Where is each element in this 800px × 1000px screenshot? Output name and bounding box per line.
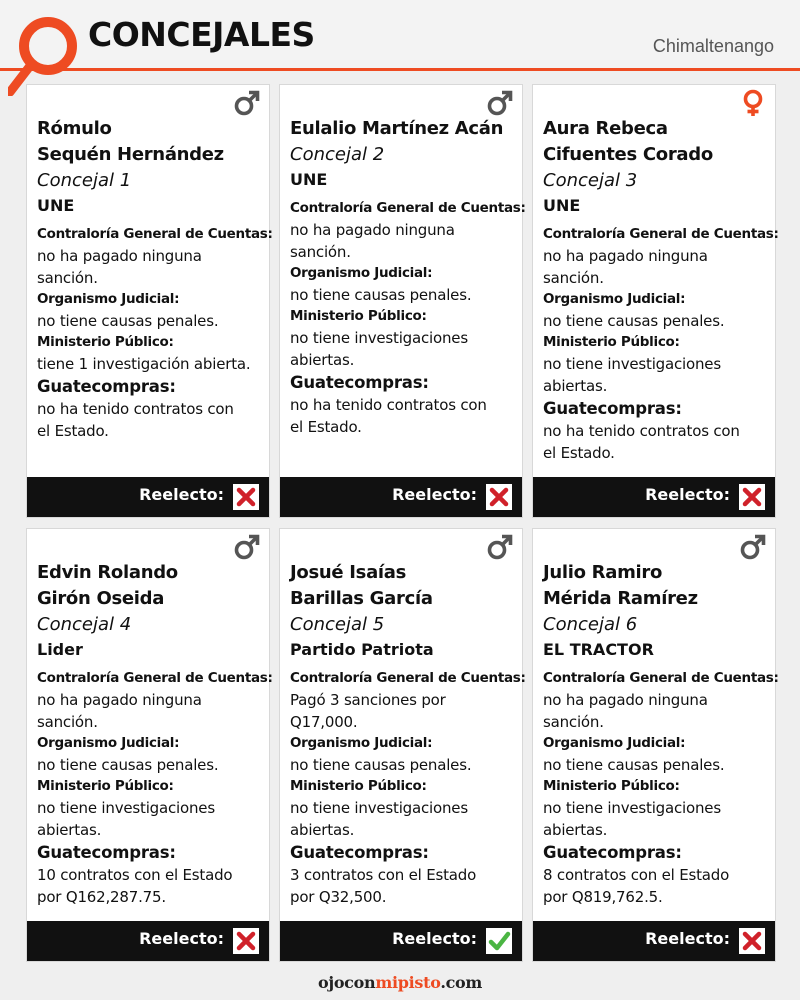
- contraloria-value: no ha pagado ninguna: [37, 247, 202, 265]
- male-icon: [233, 533, 261, 561]
- ministerio-value: abiertas.: [290, 351, 355, 369]
- card-body: [290, 116, 526, 438]
- cross-icon: [233, 928, 259, 954]
- contraloria-label: Contraloría General de Cuentas:: [290, 200, 526, 216]
- contraloria-value: sanción.: [543, 713, 604, 731]
- reelecto-label: Reelecto:: [392, 929, 477, 948]
- candidate-role: Concejal 1: [37, 170, 132, 191]
- reelecto-bar: [533, 921, 775, 961]
- contraloria-value: sanción.: [290, 243, 351, 261]
- concejal-card: [26, 84, 273, 518]
- ministerio-value: no tiene investigaciones: [290, 329, 468, 347]
- candidate-role: Concejal 3: [543, 170, 638, 191]
- candidate-name: Julio Ramiro: [543, 562, 663, 583]
- cross-icon: [739, 928, 765, 954]
- concejal-card: [532, 528, 779, 962]
- contraloria-value: sanción.: [543, 269, 604, 287]
- candidate-name: Eulalio Martínez Acán: [290, 118, 504, 139]
- candidate-surname: Mérida Ramírez: [543, 588, 698, 609]
- site-part1: ojocon: [317, 973, 376, 992]
- ministerio-value: tiene 1 investigación abierta.: [37, 355, 251, 373]
- judicial-value: no tiene causas penales.: [37, 312, 219, 330]
- contraloria-value: no ha pagado ninguna: [543, 691, 708, 709]
- male-icon: [486, 533, 514, 561]
- judicial-label: Organismo Judicial:: [290, 265, 433, 281]
- site-part2: mipisto: [375, 973, 441, 992]
- ministerio-value: abiertas.: [543, 821, 608, 839]
- guatecompras-value: por Q32,500.: [290, 888, 387, 906]
- candidate-surname: Barillas García: [290, 588, 433, 609]
- concejal-card: [532, 84, 779, 518]
- guatecompras-value: el Estado.: [290, 418, 362, 436]
- candidate-surname: Sequén Hernández: [37, 144, 224, 165]
- candidate-party: UNE: [290, 170, 328, 189]
- guatecompras-label: Guatecompras:: [543, 843, 682, 862]
- reelecto-label: Reelecto:: [392, 485, 477, 504]
- contraloria-value: no ha pagado ninguna: [37, 691, 202, 709]
- judicial-label: Organismo Judicial:: [37, 291, 180, 307]
- contraloria-value: sanción.: [37, 713, 98, 731]
- candidate-name: Edvin Rolando: [37, 562, 178, 583]
- ministerio-label: Ministerio Público:: [37, 334, 174, 350]
- candidate-name: Aura Rebeca: [543, 118, 668, 139]
- candidate-surname: Cifuentes Corado: [543, 144, 713, 165]
- judicial-value: no tiene causas penales.: [543, 312, 725, 330]
- guatecompras-label: Guatecompras:: [290, 373, 429, 392]
- contraloria-value: no ha pagado ninguna: [290, 221, 455, 239]
- check-icon: [486, 928, 512, 954]
- card-body: [543, 116, 779, 464]
- card-body: [37, 560, 273, 908]
- reelecto-bar: [27, 477, 269, 517]
- cross-icon: [739, 484, 765, 510]
- concejal-card: [26, 528, 273, 962]
- ministerio-label: Ministerio Público:: [290, 308, 427, 324]
- candidate-name: Josué Isaías: [290, 562, 407, 583]
- ministerio-value: no tiene investigaciones: [543, 799, 721, 817]
- ministerio-label: Ministerio Público:: [290, 778, 427, 794]
- candidate-name: Rómulo: [37, 118, 112, 139]
- candidate-role: Concejal 2: [290, 144, 385, 165]
- judicial-label: Organismo Judicial:: [543, 291, 686, 307]
- page-title: CONCEJALES: [88, 15, 315, 54]
- female-icon: [739, 89, 767, 117]
- candidate-party: Partido Patriota: [290, 640, 434, 659]
- guatecompras-value: no ha tenido contratos con: [290, 396, 487, 414]
- site-part3: .com: [440, 973, 483, 992]
- ministerio-value: no tiene investigaciones: [37, 799, 215, 817]
- candidate-party: Lider: [37, 640, 83, 659]
- ministerio-value: abiertas.: [290, 821, 355, 839]
- guatecompras-label: Guatecompras:: [37, 377, 176, 396]
- guatecompras-value: por Q819,762.5.: [543, 888, 663, 906]
- card-body: [543, 560, 779, 908]
- judicial-value: no tiene causas penales.: [543, 756, 725, 774]
- contraloria-label: Contraloría General de Cuentas:: [543, 670, 779, 686]
- guatecompras-label: Guatecompras:: [290, 843, 429, 862]
- judicial-label: Organismo Judicial:: [290, 735, 433, 751]
- contraloria-label: Contraloría General de Cuentas:: [37, 670, 273, 686]
- cross-icon: [233, 484, 259, 510]
- guatecompras-value: el Estado.: [37, 422, 109, 440]
- reelecto-bar: [27, 921, 269, 961]
- reelecto-bar: [280, 921, 522, 961]
- reelecto-label: Reelecto:: [139, 929, 224, 948]
- contraloria-value: no ha pagado ninguna: [543, 247, 708, 265]
- guatecompras-value: el Estado.: [543, 444, 615, 462]
- male-icon: [739, 533, 767, 561]
- concejal-card: [279, 84, 526, 518]
- cross-icon: [486, 484, 512, 510]
- header-bar: [0, 0, 800, 70]
- ministerio-value: no tiene investigaciones: [543, 355, 721, 373]
- reelecto-label: Reelecto:: [645, 485, 730, 504]
- guatecompras-value: no ha tenido contratos con: [543, 422, 740, 440]
- male-icon: [233, 89, 261, 117]
- contraloria-value: Pagó 3 sanciones por: [290, 691, 446, 709]
- ministerio-label: Ministerio Público:: [543, 778, 680, 794]
- location-label: Chimaltenango: [652, 36, 774, 56]
- ministerio-label: Ministerio Público:: [543, 334, 680, 350]
- contraloria-value: Q17,000.: [290, 713, 358, 731]
- ministerio-label: Ministerio Público:: [37, 778, 174, 794]
- card-body: [37, 116, 273, 442]
- card-body: [290, 560, 526, 908]
- male-icon: [486, 89, 514, 117]
- guatecompras-value: 8 contratos con el Estado: [543, 866, 730, 884]
- judicial-label: Organismo Judicial:: [543, 735, 686, 751]
- guatecompras-value: 10 contratos con el Estado: [37, 866, 233, 884]
- site-footer[interactable]: [0, 973, 800, 992]
- reelecto-label: Reelecto:: [645, 929, 730, 948]
- header-divider: [0, 68, 800, 71]
- guatecompras-value: por Q162,287.75.: [37, 888, 166, 906]
- contraloria-label: Contraloría General de Cuentas:: [290, 670, 526, 686]
- guatecompras-label: Guatecompras:: [37, 843, 176, 862]
- ministerio-value: no tiene investigaciones: [290, 799, 468, 817]
- candidate-party: UNE: [37, 196, 75, 215]
- guatecompras-label: Guatecompras:: [543, 399, 682, 418]
- judicial-value: no tiene causas penales.: [37, 756, 219, 774]
- candidate-role: Concejal 6: [543, 614, 638, 635]
- reelecto-label: Reelecto:: [139, 485, 224, 504]
- judicial-value: no tiene causas penales.: [290, 286, 472, 304]
- candidate-role: Concejal 5: [290, 614, 385, 635]
- contraloria-value: sanción.: [37, 269, 98, 287]
- ministerio-value: abiertas.: [543, 377, 608, 395]
- candidate-party: EL TRACTOR: [543, 640, 654, 659]
- contraloria-label: Contraloría General de Cuentas:: [37, 226, 273, 242]
- judicial-value: no tiene causas penales.: [290, 756, 472, 774]
- guatecompras-value: 3 contratos con el Estado: [290, 866, 477, 884]
- reelecto-bar: [533, 477, 775, 517]
- reelecto-bar: [280, 477, 522, 517]
- candidate-role: Concejal 4: [37, 614, 132, 635]
- candidate-party: UNE: [543, 196, 581, 215]
- concejal-card: [279, 528, 526, 962]
- candidate-surname: Girón Oseida: [37, 588, 165, 609]
- judicial-label: Organismo Judicial:: [37, 735, 180, 751]
- ministerio-value: abiertas.: [37, 821, 102, 839]
- guatecompras-value: no ha tenido contratos con: [37, 400, 234, 418]
- contraloria-label: Contraloría General de Cuentas:: [543, 226, 779, 242]
